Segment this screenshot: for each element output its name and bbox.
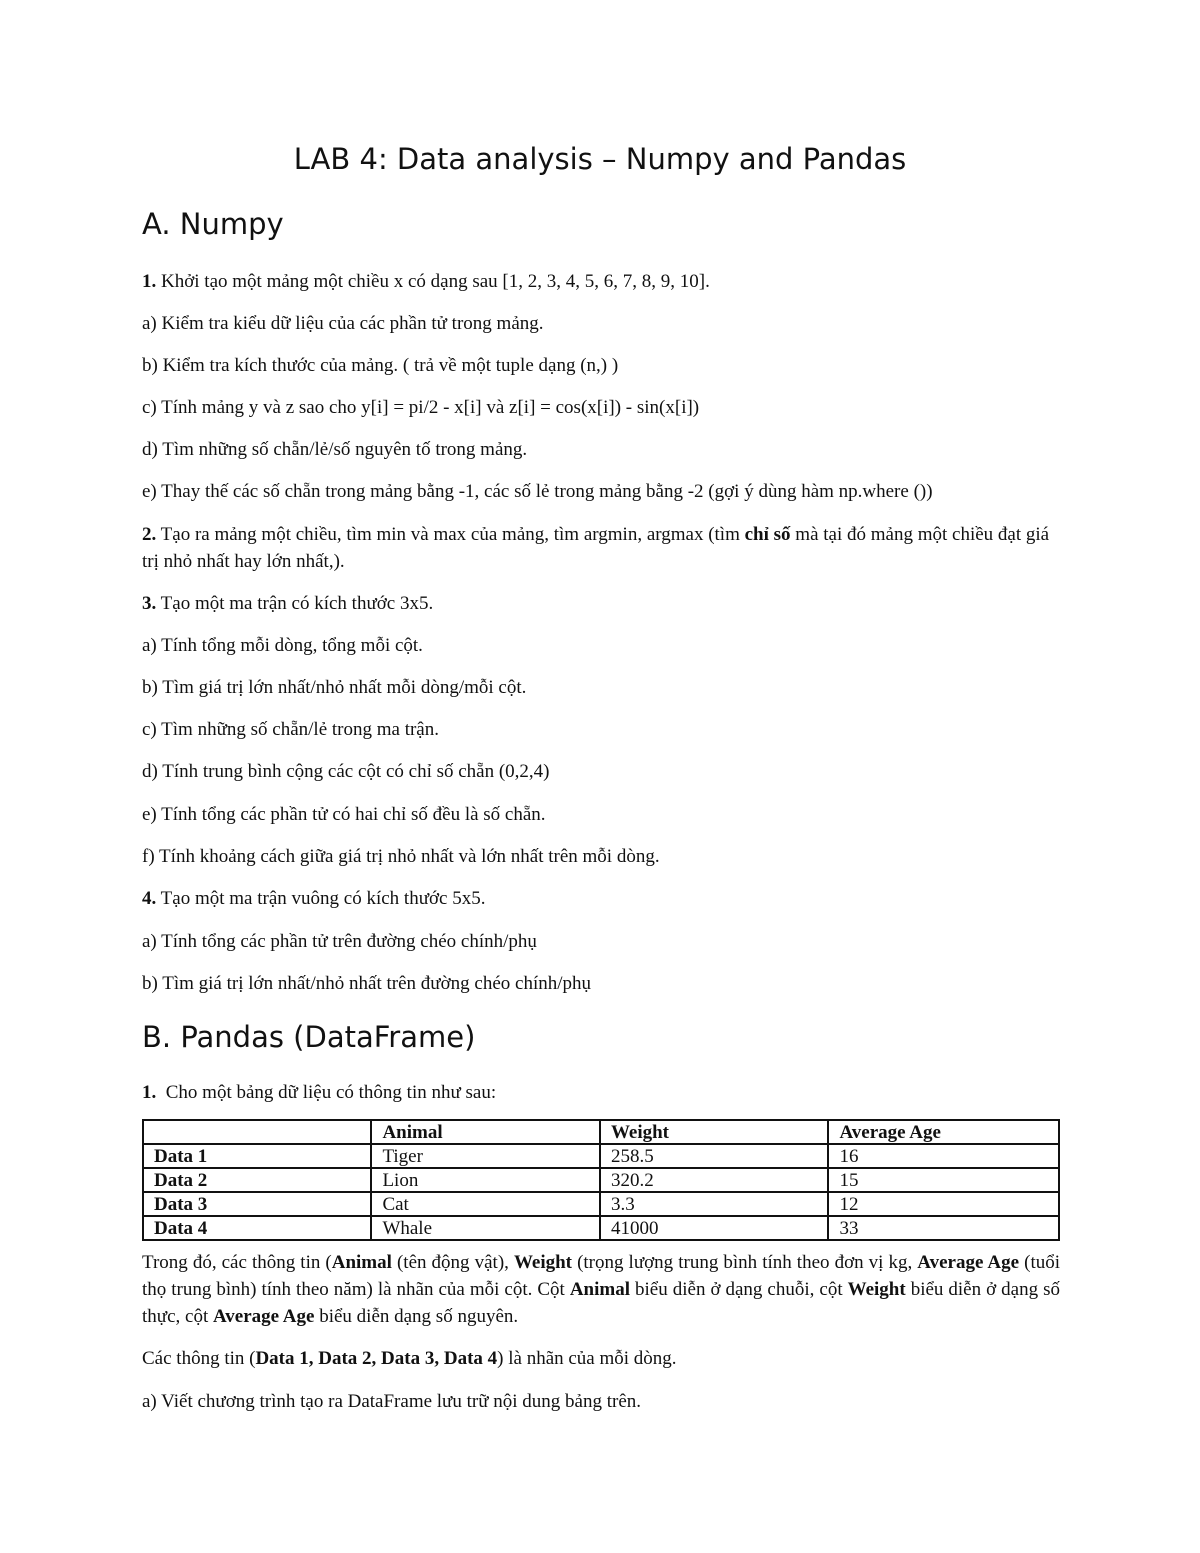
cell-animal: Whale bbox=[371, 1216, 600, 1240]
desc1-bold-animal-2: Animal bbox=[569, 1279, 631, 1300]
cell-animal: Lion bbox=[371, 1168, 600, 1192]
a-q4-text: Tạo một ma trận vuông có kích thước 5x5. bbox=[160, 888, 486, 909]
section-a-heading: A. Numpy bbox=[142, 207, 284, 241]
cell-weight: 258.5 bbox=[600, 1144, 829, 1168]
a-q1-e: e) Thay thế các số chẵn trong mảng bằng -1, các số lẻ trong mảng bằng -2 (gợi ý dùng hàm np.where ()) bbox=[142, 481, 933, 502]
table-header-weight: Weight bbox=[600, 1120, 829, 1144]
a-q3-e: e) Tính tổng các phần tử có hai chỉ số đều là số chẵn. bbox=[142, 804, 546, 825]
a-q3 bbox=[142, 590, 1062, 617]
a-q4-number: 4. bbox=[142, 888, 157, 909]
a-q1-text: Khởi tạo một mảng một chiều x có dạng sau [1, 2, 3, 4, 5, 6, 7, 8, 9, 10]. bbox=[161, 271, 710, 292]
cell-weight: 320.2 bbox=[600, 1168, 829, 1192]
desc1-text-3: (trọng lượng trung bình tính theo đơn vị kg, bbox=[572, 1252, 918, 1273]
a-q3-f: f) Tính khoảng cách giữa giá trị nhỏ nhất và lớn nhất trên mỗi dòng. bbox=[142, 846, 660, 867]
table-header-average-age: Average Age bbox=[828, 1120, 1059, 1144]
a-q1-b: b) Kiểm tra kích thước của mảng. ( trả về một tuple dạng (n,) ) bbox=[142, 355, 619, 376]
a-q2-text-2: mà tại đó mảng một chiều đạt giá trị nhỏ nhất hay lớn nhất,). bbox=[142, 524, 1050, 572]
desc1-text-6: biểu diễn ở dạng số thực, cột bbox=[142, 1279, 1060, 1327]
row-label: Data 3 bbox=[143, 1192, 371, 1216]
a-q4-a: a) Tính tổng các phần tử trên đường chéo chính/phụ bbox=[142, 931, 537, 952]
b-description-columns bbox=[142, 1249, 1060, 1330]
cell-weight: 3.3 bbox=[600, 1192, 829, 1216]
desc1-bold-weight: Weight bbox=[513, 1252, 573, 1273]
a-q3-b: b) Tìm giá trị lớn nhất/nhỏ nhất mỗi dòng/mỗi cột. bbox=[142, 677, 527, 698]
desc2-bold-labels: Data 1, Data 2, Data 3, Data 4 bbox=[255, 1348, 498, 1369]
section-b-heading: B. Pandas (DataFrame) bbox=[142, 1020, 476, 1054]
cell-animal: Cat bbox=[371, 1192, 600, 1216]
desc1-bold-animal: Animal bbox=[331, 1252, 392, 1273]
a-q2-number: 2. bbox=[142, 524, 157, 545]
cell-age: 15 bbox=[828, 1168, 1059, 1192]
a-q3-number: 3. bbox=[142, 593, 157, 614]
table-header-animal: Animal bbox=[371, 1120, 600, 1144]
page-title: LAB 4: Data analysis – Numpy and Pandas bbox=[293, 142, 907, 176]
b-q1-number: 1. bbox=[142, 1082, 157, 1103]
b-description-rows bbox=[142, 1345, 1062, 1372]
animal-table bbox=[142, 1119, 1060, 1241]
desc1-bold-average-age: Average Age bbox=[917, 1252, 1020, 1273]
desc2-text-2: ) là nhãn của mỗi dòng. bbox=[497, 1348, 677, 1369]
desc1-text-4: (tuổi thọ trung bình) tính theo năm) là nhãn của mỗi cột. Cột bbox=[142, 1252, 1060, 1300]
table-row bbox=[143, 1168, 1059, 1192]
a-q3-c: c) Tìm những số chẵn/lẻ trong ma trận. bbox=[142, 719, 439, 740]
table-header-cell bbox=[143, 1120, 371, 1144]
cell-weight: 41000 bbox=[600, 1216, 829, 1240]
desc1-text-7: biểu diễn dạng số nguyên. bbox=[314, 1306, 519, 1327]
a-q2 bbox=[142, 521, 1062, 575]
a-q1-c: c) Tính mảng y và z sao cho y[i] = pi/2 - x[i] và z[i] = cos(x[i]) - sin(x[i]) bbox=[142, 397, 700, 418]
b-q1 bbox=[142, 1079, 1062, 1106]
a-q1-a: a) Kiểm tra kiểu dữ liệu của các phần tử trong mảng. bbox=[142, 313, 544, 334]
desc1-text-1: Trong đó, các thông tin ( bbox=[142, 1252, 332, 1273]
a-q2-text-1: Tạo ra mảng một chiều, tìm min và max của mảng, tìm argmin, argmax (tìm bbox=[160, 524, 745, 545]
table-row bbox=[143, 1216, 1059, 1240]
a-q4 bbox=[142, 885, 1062, 912]
table-row bbox=[143, 1144, 1059, 1168]
desc1-text-5: biểu diễn ở dạng chuỗi, cột bbox=[630, 1279, 848, 1300]
desc2-text-1: Các thông tin ( bbox=[142, 1348, 256, 1369]
cell-age: 33 bbox=[828, 1216, 1059, 1240]
a-q1 bbox=[142, 268, 1062, 295]
a-q3-text: Tạo một ma trận có kích thước 3x5. bbox=[160, 593, 434, 614]
a-q3-d: d) Tính trung bình cộng các cột có chỉ số chẵn (0,2,4) bbox=[142, 761, 550, 782]
a-q3-a: a) Tính tổng mỗi dòng, tổng mỗi cột. bbox=[142, 635, 423, 656]
cell-animal: Tiger bbox=[371, 1144, 600, 1168]
table-header-row bbox=[143, 1120, 1059, 1144]
a-q2-text-bold: chỉ số bbox=[744, 524, 791, 545]
a-q4-b: b) Tìm giá trị lớn nhất/nhỏ nhất trên đường chéo chính/phụ bbox=[142, 973, 592, 994]
a-q1-d: d) Tìm những số chẵn/lẻ/số nguyên tố trong mảng. bbox=[142, 439, 528, 460]
b-q1-a: a) Viết chương trình tạo ra DataFrame lưu trữ nội dung bảng trên. bbox=[142, 1391, 642, 1412]
row-label: Data 4 bbox=[143, 1216, 371, 1240]
b-q1-text: Cho một bảng dữ liệu có thông tin như sau: bbox=[165, 1082, 497, 1103]
cell-age: 16 bbox=[828, 1144, 1059, 1168]
desc1-text-2: (tên động vật), bbox=[391, 1252, 514, 1273]
row-label: Data 2 bbox=[143, 1168, 371, 1192]
row-label: Data 1 bbox=[143, 1144, 371, 1168]
cell-age: 12 bbox=[828, 1192, 1059, 1216]
a-q1-number: 1. bbox=[142, 271, 157, 292]
desc1-bold-weight-2: Weight bbox=[847, 1279, 906, 1300]
desc1-bold-average-age-2: Average Age bbox=[212, 1306, 315, 1327]
table-row bbox=[143, 1192, 1059, 1216]
